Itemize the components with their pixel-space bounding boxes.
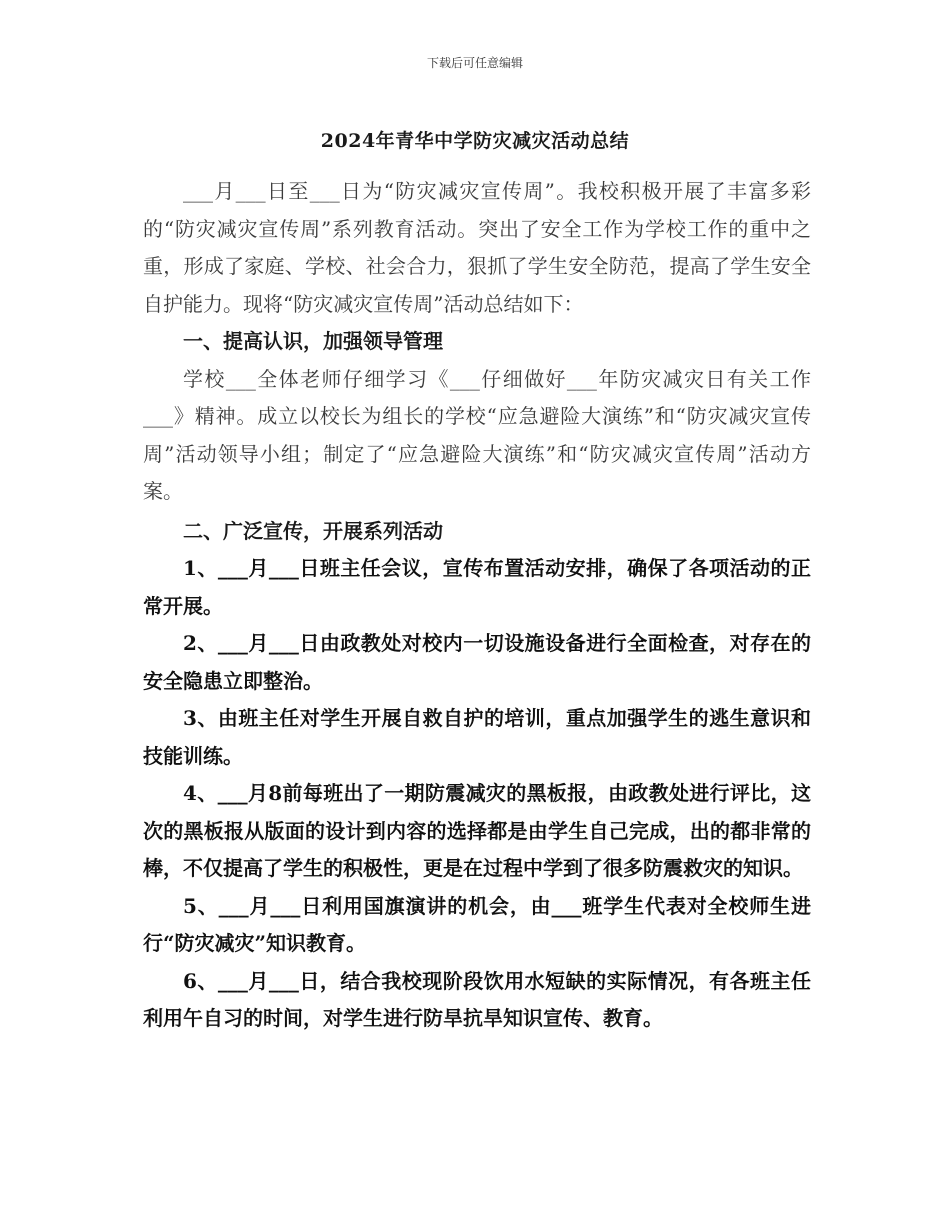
section-heading-1: 一、提高认识，加强领导管理 xyxy=(183,329,443,353)
list-item-6: 6、___月___日，结合我校现阶段饮用水短缺的实际情况，有各班主任利用午自习的时间，对学生进行防旱抗旱知识宣传、教育。 xyxy=(143,968,811,1030)
list-item-3: 3、由班主任对学生开展自救自护的培训，重点加强学生的逃生意识和技能训练。 xyxy=(143,706,811,768)
intro-paragraph: ___月___日至___日为“防灾减灾宣传周”。我校积极开展了丰富多彩的“防灾减灾宣传周”系列教育活动。突出了安全工作为学校工作的重中之重，形成了家庭、学校、社会合力，狠抓了学生安全防范，提高了学生安全自护能力。现将“防灾减灾宣传周”活动总结如下： xyxy=(143,179,811,316)
list-item-2: 2、___月___日由政教处对校内一切设施设备进行全面检查，对存在的安全隐患立即整治。 xyxy=(143,631,811,693)
header-note: 下载后可任意编辑 xyxy=(426,56,523,70)
document-title: 2024年青华中学防灾减灾活动总结 xyxy=(320,130,630,152)
list-item-1: 1、___月___日班主任会议，宣传布置活动安排，确保了各项活动的正常开展。 xyxy=(143,556,811,618)
list-item-5: 5、___月___日利用国旗演讲的机会，由___班学生代表对全校师生进行“防灾减灾”知识教育。 xyxy=(143,893,811,955)
document-body xyxy=(143,173,811,1038)
list-item-4: 4、___月8前每班出了一期防震减灾的黑板报，由政教处进行评比，这次的黑板报从版面的设计到内容的选择都是由学生自己完成，出的都非常的棒，不仅提高了学生的积极性，更是在过程中学到了很多防震救灾的知识。 xyxy=(143,781,811,880)
section-1-paragraph: 学校___全体老师仔细学习《___仔细做好___年防灾减灾日有关工作___》精神。成立以校长为组长的学校“应急避险大演练”和“防灾减灾宣传周”活动领导小组；制定了“应急避险大演练”和“防灾减灾宣传周”活动方案。 xyxy=(143,366,811,503)
section-heading-2: 二、广泛宣传，开展系列活动 xyxy=(183,518,443,543)
